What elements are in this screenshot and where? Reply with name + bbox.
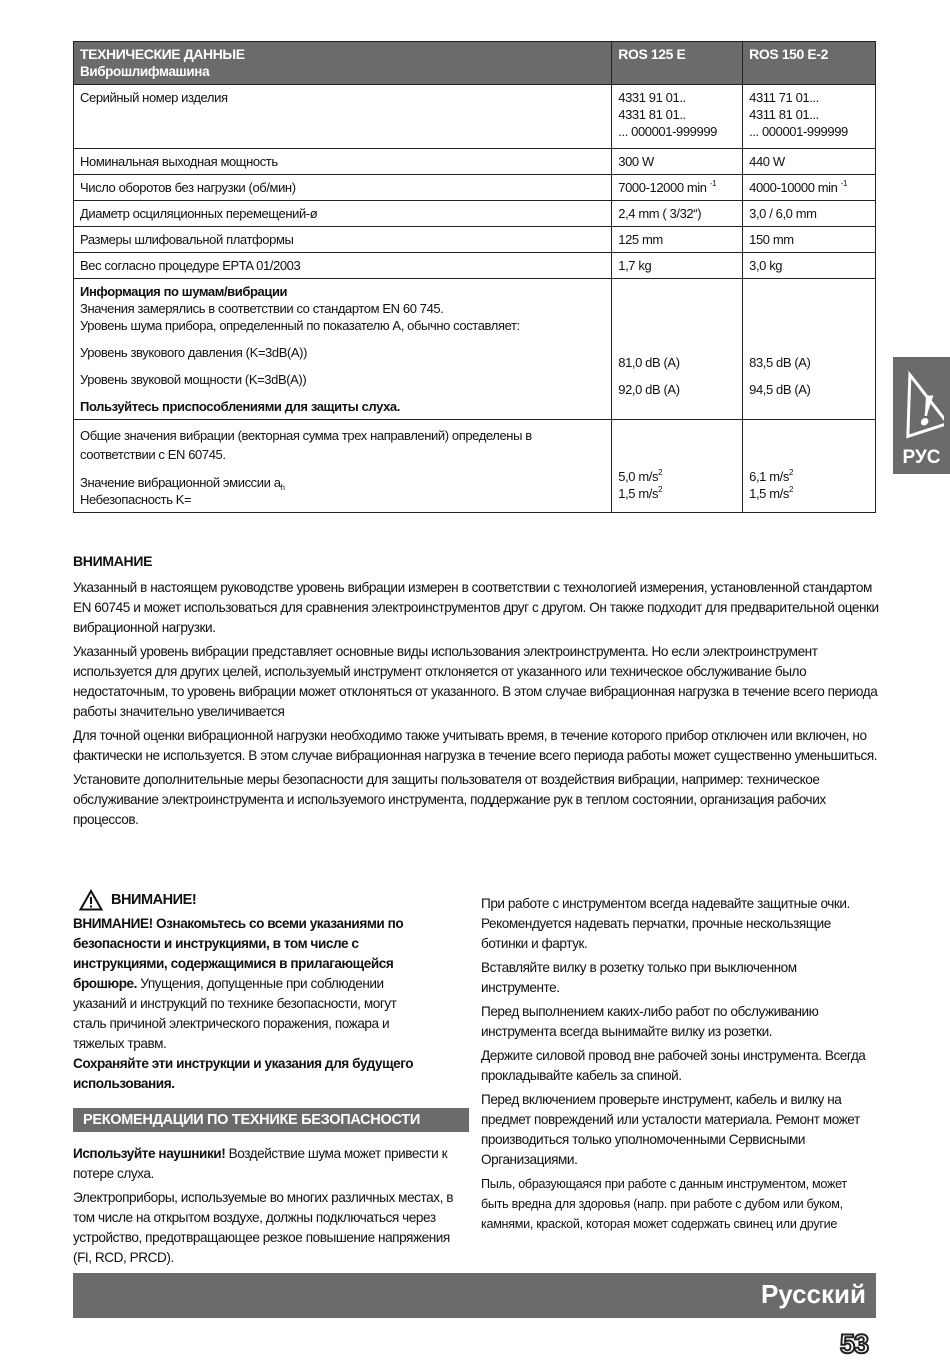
orbit-m2: 3,0 / 6,0 mm: [743, 201, 876, 227]
spec-row-power: [74, 149, 876, 175]
spec-row-weight: [74, 253, 876, 279]
vibration-sup-4: 2: [788, 485, 794, 494]
side-tab-label: РУС: [902, 447, 941, 468]
pad-label: Размеры шлифовальной платформы: [74, 227, 612, 253]
dust-paragraph: Пыль, образующаяся при работе с данным инструментом, может быть вредна для здоровья (напр. при работе с дубом или буком, камнями, краской, которая может содержать свинец или другие: [481, 1177, 847, 1231]
warning-keep: [73, 1054, 469, 1094]
noise-pressure-m1: 81,0 dB (A): [618, 355, 680, 370]
vibration-m1-cell: [612, 420, 743, 513]
noise-title: Информация по шумам/вибрации: [80, 284, 288, 299]
noise-pressure-m2: 83,5 dB (A): [749, 355, 811, 370]
spec-row-noise: [74, 279, 876, 420]
speed-m2: 4000-10000 min: [749, 180, 838, 195]
footer-language-band: [73, 1273, 876, 1318]
noise-line1: Значения замерялись в соответствии со стандартом EN 60 745.: [80, 301, 444, 316]
spec-row-vibration: [74, 420, 876, 513]
spec-row-pad: [74, 227, 876, 253]
spec-header-row: [74, 42, 876, 85]
vibration-m2-cell: [743, 420, 876, 513]
rcd-paragraph: Электроприборы, используемые во многих различных местах, в том числе на открытом воздухе, должны подключаться через устройство, предотвращающее резкое повышение напряжения (FI, RCD, PRCD).: [73, 1190, 454, 1265]
noise-line2: Уровень шума прибора, определенный по показателю А, обычно составляет:: [80, 318, 520, 333]
spec-header-title: [74, 42, 612, 85]
speed-unit-sup: -1: [709, 179, 717, 188]
power-m1: 300 W: [612, 149, 743, 175]
pad-m2: 150 mm: [743, 227, 876, 253]
warning-triangle-icon: [79, 889, 103, 911]
warning-icon: [898, 369, 944, 439]
noise-m1-cell: [612, 279, 743, 420]
page-number: 53: [840, 1329, 869, 1359]
right-paragraph-5: Перед включением проверьте инструмент, кабель и вилку на предмет повреждений или усталости материала. Ремонт может производиться только уполномоченными Сервисными Организациями.: [481, 1092, 860, 1167]
vibration-cell: [74, 420, 612, 513]
warning-paragraph: [73, 914, 469, 1054]
vibration-emission-text: Значение вибрационной эмиссии a: [80, 475, 281, 490]
right-column: [481, 894, 876, 1238]
warning-bold-2: Сохраняйте эти инструкции и указания для будущего использования.: [73, 1056, 414, 1091]
speed-m1: 7000-12000 min: [618, 180, 707, 195]
speed-label: Число оборотов без нагрузки (об/мин): [74, 175, 612, 201]
footer-language: Русский: [760, 1279, 866, 1309]
left-column: [73, 886, 469, 1272]
attention-paragraph-1: Указанный в настоящем руководстве уровень вибрации измерен в соответствии с технологией измерения, установленной стандартом EN 60745 и может использоваться для сравнения электроинструментов друг с другом. Он также подходит для предварительной оценки вибрационной нагрузки.: [73, 580, 879, 635]
vibration-uncertainty-m2: [749, 486, 793, 501]
attention-paragraphs: [73, 578, 883, 834]
vibration-emission-sub: h: [280, 483, 285, 492]
weight-m2: 3,0 kg: [743, 253, 876, 279]
warning-heading-text: ВНИМАНИЕ!: [111, 892, 197, 908]
vibration-sup-3: 2: [788, 468, 794, 477]
noise-cell: [74, 279, 612, 420]
vibration-uncertainty-m1-val: 1,5 m/s: [618, 486, 659, 501]
spec-title: ТЕХНИЧЕСКИЕ ДАННЫЕ: [80, 46, 245, 62]
power-label: Номинальная выходная мощность: [74, 149, 612, 175]
serial-m2: 4311 71 01... 4311 81 01... ... 000001-999999: [743, 85, 876, 149]
ear-text: Воздействие шума может привести к потере слуха.: [73, 1146, 448, 1181]
spec-row-orbit: [74, 201, 876, 227]
right-paragraph-4: Держите силовой провод вне рабочей зоны инструмента. Всегда прокладывайте кабель за спиной.: [481, 1048, 866, 1083]
spec-header-model2: ROS 150 E-2: [743, 42, 876, 85]
vibration-emission-m2-val: 6,1 m/s: [749, 469, 789, 484]
spec-subtitle: Виброшлифмашина: [80, 64, 210, 79]
power-m2: 440 W: [743, 149, 876, 175]
serial-label: Серийный номер изделия: [74, 85, 612, 149]
vibration-uncertainty-m1: [618, 486, 662, 501]
vibration-sup-2: 2: [658, 485, 663, 494]
orbit-m1: 2,4 mm ( 3/32“): [612, 201, 743, 227]
attention-paragraph-2: Указанный уровень вибрации представляет основные виды использования электроинструмента. Но если электроинструмент используется для других целей, используемый инструмент отклоняется от указанного или техническое обслуживание было недостаточным, то уровень вибрации может отклоняться от указанного. В этом случае вибрационная нагрузка в течение всего периода работы значительно увеличивается: [73, 644, 878, 719]
attention-paragraph-3: Для точной оценки вибрационной нагрузки необходимо также учитывать время, в течение которого прибор отключен или включен, но фактически не используется. В этом случае вибрационная нагрузка в течение всего периода работы может существенно уменьшиться.: [73, 728, 878, 763]
noise-protect: Пользуйтесь приспособлениями для защиты слуха.: [80, 399, 400, 414]
ear-bold: Используйте наушники!: [73, 1146, 226, 1161]
right-paragraph-1: При работе с инструментом всегда надевайте защитные очки. Рекомендуется надевать перчатки, прочные нескользящие ботинки и фартук.: [481, 896, 850, 951]
language-side-tab: [893, 357, 950, 474]
speed-unit-sup-2: -1: [840, 179, 848, 188]
vibration-emission-m1-val: 5,0 m/s: [618, 469, 659, 484]
noise-power-m1: 92,0 dB (A): [618, 382, 680, 397]
speed-m2-cell: [743, 175, 876, 201]
vibration-intro: Общие значения вибрации (векторная сумма трех направлений) определены в соответствии с EN 60745.: [80, 428, 532, 462]
noise-power-m2: 94,5 dB (A): [749, 382, 811, 397]
warning-heading: [79, 886, 469, 914]
noise-m2-cell: [743, 279, 876, 420]
speed-m1-cell: [612, 175, 743, 201]
vibration-uncertainty-m2-val: 1,5 m/s: [749, 486, 789, 501]
noise-pressure-label: Уровень звукового давления (K=3dB(A)): [80, 345, 308, 360]
right-paragraph-3: Перед выполнением каких-либо работ по обслуживанию инструмента всегда вынимайте вилку из розетки.: [481, 1004, 819, 1039]
svg-text:!: !: [918, 388, 936, 435]
ear-protection-paragraph: [73, 1144, 469, 1184]
warning-text: Упущения, допущенные при соблюдении указаний и инструкций по технике безопасности, могут сталь причиной электрического поражения, пожара и тяжелых травм.: [73, 976, 397, 1051]
vibration-emission-m2: [749, 469, 793, 484]
weight-m1: 1,7 kg: [612, 253, 743, 279]
spec-row-speed: [74, 175, 876, 201]
attention-paragraph-4: Установите дополнительные меры безопасности для защиты пользователя от воздействия вибрации, например: техническое обслуживание электроинструмента и используемого инструмента, поддержание рук в теплом состоянии, организация рабочих процессов.: [73, 772, 826, 827]
warning-bold: ВНИМАНИЕ! Ознакомьтесь со всеми указаниями по безопасности и инструкциями, в том числе с инструкциями, содержащимися в прилагающейся брошюре.: [73, 916, 404, 991]
weight-label: Вес согласно процедуре EPTA 01/2003: [74, 253, 612, 279]
right-paragraph-2: Вставляйте вилку в розетку только при выключенном инструменте.: [481, 960, 797, 995]
spec-header-model1: ROS 125 E: [612, 42, 743, 85]
orbit-label: Диаметр осциляционных перемещений-ø: [74, 201, 612, 227]
vibration-sup-1: 2: [658, 468, 663, 477]
vibration-uncertainty-label: Небезопасность K=: [80, 492, 192, 507]
spec-table: [73, 41, 876, 513]
pad-m1: 125 mm: [612, 227, 743, 253]
serial-m1: 4331 91 01.. 4331 81 01.. ... 000001-999999: [612, 85, 743, 149]
attention-title: ВНИМАНИЕ: [73, 553, 153, 569]
safety-section-title: РЕКОМЕНДАЦИИ ПО ТЕХНИКЕ БЕЗОПАСНОСТИ: [73, 1108, 469, 1132]
noise-power-label: Уровень звуковой мощности (K=3dB(A)): [80, 372, 307, 387]
vibration-emission-label: [80, 474, 605, 491]
spec-row-serial: [74, 85, 876, 149]
vibration-emission-m1: [618, 469, 662, 484]
